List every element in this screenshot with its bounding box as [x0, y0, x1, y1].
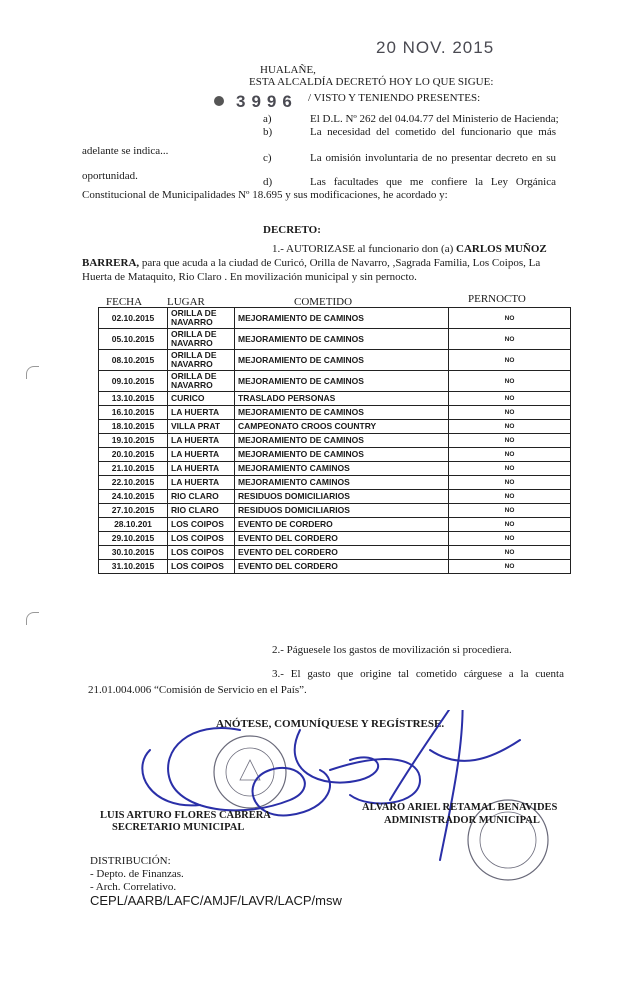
cell-cometido: EVENTO DEL CORDERO — [235, 532, 449, 546]
consideration-b-text: La necesidad del cometido del funcionario que más — [310, 126, 556, 138]
distribution-item-1: - Depto. de Finanzas. — [90, 868, 184, 880]
cell-lugar: ORILLA DE NAVARRO — [168, 350, 235, 371]
table-row — [99, 560, 571, 574]
employee-name-part-1: CARLOS MUÑOZ — [456, 243, 547, 255]
cell-fecha: 29.10.2015 — [99, 532, 168, 546]
cell-fecha: 27.10.2015 — [99, 504, 168, 518]
cell-fecha: 21.10.2015 — [99, 462, 168, 476]
left-signatory-name: LUIS ARTURO FLORES CABRERA — [100, 810, 271, 821]
cell-pernocto: NO — [449, 546, 571, 560]
table-row — [99, 308, 571, 329]
column-header-cometido: COMETIDO — [294, 296, 353, 308]
distribution-item-2: - Arch. Correlativo. — [90, 881, 177, 893]
table-row — [99, 350, 571, 371]
table-row — [99, 546, 571, 560]
cell-cometido: MEJORAMIENTO DE CAMINOS — [235, 406, 449, 420]
cell-lugar: ORILLA DE NAVARRO — [168, 371, 235, 392]
cell-pernocto: NO — [449, 434, 571, 448]
table-row — [99, 504, 571, 518]
cell-lugar: ORILLA DE NAVARRO — [168, 329, 235, 350]
column-header-lugar: LUGAR — [167, 296, 205, 308]
cell-lugar: LA HUERTA — [168, 434, 235, 448]
cell-lugar: LOS COIPOS — [168, 532, 235, 546]
cell-cometido: MEJORAMIENTO DE CAMINOS — [235, 350, 449, 371]
table-row — [99, 371, 571, 392]
right-signatory-title: ADMINISTRADOR MUNICIPAL — [384, 815, 540, 826]
closing-formula: ANÓTESE, COMUNÍQUESE Y REGÍSTRESE. — [216, 718, 445, 730]
cell-lugar: ORILLA DE NAVARRO — [168, 308, 235, 329]
cell-pernocto: NO — [449, 490, 571, 504]
cell-lugar: LA HUERTA — [168, 476, 235, 490]
cell-pernocto: NO — [449, 308, 571, 329]
decree-title: DECRETO: — [263, 224, 321, 236]
margin-mark — [26, 366, 39, 379]
left-handwritten-signature — [142, 728, 378, 815]
cell-pernocto: NO — [449, 392, 571, 406]
table-row — [99, 518, 571, 532]
cell-cometido: EVENTO DEL CORDERO — [235, 560, 449, 574]
consideration-d-text: Las facultades que me confiere la Ley Orgánica — [310, 176, 556, 188]
cell-fecha: 05.10.2015 — [99, 329, 168, 350]
cell-cometido: EVENTO DE CORDERO — [235, 518, 449, 532]
right-handwritten-signature — [330, 710, 520, 860]
cell-fecha: 19.10.2015 — [99, 434, 168, 448]
cell-pernocto: NO — [449, 476, 571, 490]
decree-p1-lead: 1.- AUTORIZASE al funcionario don (a) — [272, 243, 457, 255]
cell-pernocto: NO — [449, 420, 571, 434]
cell-fecha: 31.10.2015 — [99, 560, 168, 574]
distribution-initials: CEPL/AARB/LAFC/AMJF/LAVR/LACP/msw — [90, 893, 342, 908]
table-row — [99, 462, 571, 476]
table-row — [99, 532, 571, 546]
cell-cometido: MEJORAMIENTO DE CAMINOS — [235, 371, 449, 392]
cell-pernocto: NO — [449, 329, 571, 350]
cell-cometido: MEJORAMIENTO DE CAMINOS — [235, 448, 449, 462]
decree-number-stamp: 3996 — [236, 92, 298, 111]
visto-line: / VISTO Y TENIENDO PRESENTES: — [308, 92, 481, 104]
cell-fecha: 16.10.2015 — [99, 406, 168, 420]
cell-pernocto: NO — [449, 350, 571, 371]
decree-paragraph-1-line-3: Huerta de Mataquito, Rio Claro . En movilización municipal y sin pernocto. — [82, 271, 417, 283]
table-row — [99, 420, 571, 434]
decree-intro: ESTA ALCALDÍA DECRETÓ HOY LO QUE SIGUE: — [249, 76, 494, 88]
consideration-a-letter: a) — [263, 113, 272, 125]
commission-table-body — [99, 308, 571, 574]
table-row — [99, 490, 571, 504]
cell-lugar: LA HUERTA — [168, 406, 235, 420]
cell-cometido: CAMPEONATO CROOS COUNTRY — [235, 420, 449, 434]
distribution-title: DISTRIBUCIÓN: — [90, 855, 171, 867]
table-row — [99, 448, 571, 462]
cell-lugar: LOS COIPOS — [168, 546, 235, 560]
received-date-stamp: 20 NOV. 2015 — [376, 38, 495, 57]
table-row — [99, 476, 571, 490]
commission-table — [98, 307, 571, 574]
employee-name-part-2: BARRERA, — [82, 257, 140, 269]
decree-paragraph-2: 2.- Páguesele los gastos de movilización si procediera. — [272, 644, 512, 656]
cell-pernocto: NO — [449, 560, 571, 574]
place-label: HUALAÑE, — [260, 64, 316, 76]
cell-cometido: MEJORAMIENTO DE CAMINOS — [235, 329, 449, 350]
cell-fecha: 18.10.2015 — [99, 420, 168, 434]
column-header-pernocto: PERNOCTO — [468, 293, 526, 305]
cell-fecha: 02.10.2015 — [99, 308, 168, 329]
right-signatory-name: ALVARO ARIEL RETAMAL BENAVIDES — [362, 802, 558, 813]
cell-lugar: VILLA PRAT — [168, 420, 235, 434]
table-row — [99, 434, 571, 448]
consideration-a-text: El D.L. Nº 262 del 04.04.77 del Ministerio de Hacienda; — [310, 113, 559, 125]
consideration-c-letter: c) — [263, 152, 272, 164]
cell-lugar: LOS COIPOS — [168, 518, 235, 532]
decree-paragraph-3-line-1: 3.- El gasto que origine tal cometido cárguese a la cuenta — [272, 668, 564, 680]
cell-pernocto: NO — [449, 518, 571, 532]
consideration-d-letter: d) — [263, 176, 273, 188]
cell-fecha: 22.10.2015 — [99, 476, 168, 490]
consideration-d-cont: Constitucional de Municipalidades Nº 18.695 y sus modificaciones, he acordado y: — [82, 189, 448, 201]
cell-pernocto: NO — [449, 406, 571, 420]
cell-lugar: CURICO — [168, 392, 235, 406]
left-signatory-title: SECRETARIO MUNICIPAL — [112, 822, 245, 833]
cell-cometido: MEJORAMIENTO CAMINOS — [235, 462, 449, 476]
cell-lugar: RIO CLARO — [168, 490, 235, 504]
decree-p1-destinations: para que acuda a la ciudad de Curicó, Orilla de Navarro, ,Sagrada Familia, Los Coipos, La — [141, 257, 541, 269]
cell-cometido: TRASLADO PERSONAS — [235, 392, 449, 406]
decree-paragraph-3-line-2: 21.01.004.006 “Comisión de Servicio en el País”. — [88, 684, 307, 696]
cell-lugar: LA HUERTA — [168, 462, 235, 476]
cell-cometido: RESIDUOS DOMICILIARIOS — [235, 490, 449, 504]
cell-fecha: 30.10.2015 — [99, 546, 168, 560]
cell-pernocto: NO — [449, 532, 571, 546]
cell-pernocto: NO — [449, 371, 571, 392]
hole-punch-mark — [214, 96, 224, 106]
cell-cometido: MEJORAMIENTO DE CAMINOS — [235, 308, 449, 329]
cell-lugar: RIO CLARO — [168, 504, 235, 518]
cell-pernocto: NO — [449, 462, 571, 476]
cell-pernocto: NO — [449, 448, 571, 462]
municipal-seal-left — [214, 736, 286, 808]
consideration-c-text: La omisión involuntaria de no presentar decreto en su — [310, 152, 556, 164]
consideration-c-cont: oportunidad. — [82, 170, 138, 182]
cell-lugar: LOS COIPOS — [168, 560, 235, 574]
consideration-b-cont: adelante se indica... — [82, 145, 169, 157]
consideration-b-letter: b) — [263, 126, 273, 138]
cell-fecha: 13.10.2015 — [99, 392, 168, 406]
cell-cometido: RESIDUOS DOMICILIARIOS — [235, 504, 449, 518]
table-row — [99, 406, 571, 420]
cell-fecha: 20.10.2015 — [99, 448, 168, 462]
cell-cometido: MEJORAMIENTO CAMINOS — [235, 476, 449, 490]
cell-pernocto: NO — [449, 504, 571, 518]
table-row — [99, 392, 571, 406]
cell-cometido: EVENTO DEL CORDERO — [235, 546, 449, 560]
cell-lugar: LA HUERTA — [168, 448, 235, 462]
decree-paragraph-1-line-2 — [82, 257, 540, 269]
margin-mark — [26, 612, 39, 625]
cell-fecha: 09.10.2015 — [99, 371, 168, 392]
cell-fecha: 24.10.2015 — [99, 490, 168, 504]
cell-fecha: 28.10.201 — [99, 518, 168, 532]
table-row — [99, 329, 571, 350]
decree-paragraph-1-line-1 — [272, 243, 547, 255]
cell-cometido: MEJORAMIENTO DE CAMINOS — [235, 434, 449, 448]
cell-fecha: 08.10.2015 — [99, 350, 168, 371]
column-header-fecha: FECHA — [106, 296, 143, 308]
